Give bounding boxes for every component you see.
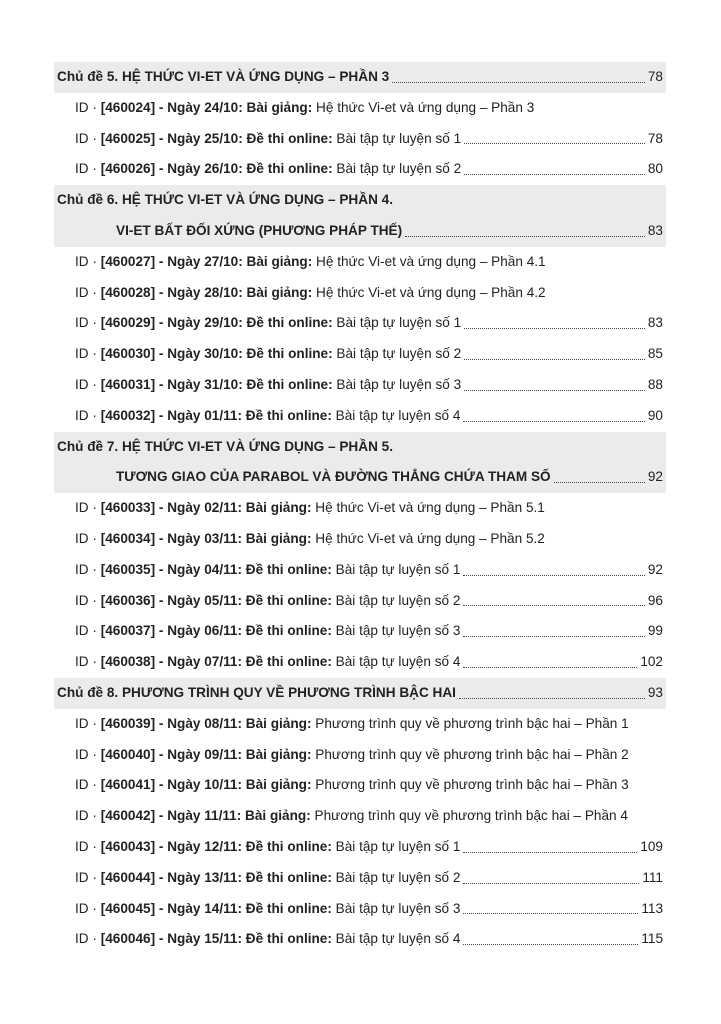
toc-entry bbox=[54, 863, 666, 894]
entry-date: Ngày 05/11: bbox=[167, 592, 243, 608]
page-number: 83 bbox=[647, 222, 663, 238]
toc-entry bbox=[54, 586, 666, 617]
entry-type: Đề thi online: bbox=[245, 838, 332, 854]
dot-leader bbox=[463, 852, 637, 853]
separator: - bbox=[158, 346, 164, 362]
entry-date: Ngày 08/11: bbox=[167, 715, 243, 731]
entry-type: Đề thi online: bbox=[246, 346, 333, 362]
entry-title: Bài tập tự luyện số 4 bbox=[335, 407, 461, 423]
separator: - bbox=[158, 592, 164, 608]
chapter-title: VI-ET BẤT ĐỐI XỨNG (PHƯƠNG PHÁP THẾ) bbox=[116, 222, 403, 238]
page-number: 96 bbox=[647, 592, 663, 608]
entry-id: [460025] bbox=[100, 130, 156, 146]
id-prefix: ID · bbox=[75, 869, 97, 885]
id-prefix: ID · bbox=[75, 315, 97, 331]
entry-type: Đề thi online: bbox=[246, 376, 333, 392]
separator: - bbox=[158, 284, 164, 300]
entry-type: Đề thi online: bbox=[245, 931, 332, 947]
separator: - bbox=[158, 500, 164, 516]
dot-leader bbox=[463, 605, 644, 606]
dot-leader bbox=[464, 143, 645, 144]
id-prefix: ID · bbox=[75, 746, 97, 762]
dot-leader bbox=[464, 359, 645, 360]
page-number: 78 bbox=[647, 69, 663, 84]
entry-date: Ngày 07/11: bbox=[167, 654, 243, 670]
entry-title: Hệ thức Vi-et và ứng dụng – Phần 3 bbox=[316, 99, 535, 115]
toc-entry bbox=[54, 770, 666, 801]
entry-title: Phương trình quy về phương trình bậc hai – Phần 4 bbox=[314, 808, 628, 824]
dot-leader bbox=[405, 236, 645, 237]
entry-date: Ngày 15/11: bbox=[167, 931, 243, 947]
entry-id: [460038] bbox=[100, 654, 156, 670]
page-number: 109 bbox=[640, 838, 663, 854]
entry-date: Ngày 13/11: bbox=[167, 869, 243, 885]
page-number: 102 bbox=[640, 654, 663, 670]
entry-type: Bài giảng: bbox=[246, 284, 313, 300]
id-prefix: ID · bbox=[75, 284, 97, 300]
dot-leader bbox=[463, 913, 638, 914]
id-prefix: ID · bbox=[75, 592, 97, 608]
page-number: 85 bbox=[647, 346, 663, 362]
id-prefix: ID · bbox=[75, 407, 97, 423]
entry-title: Bài tập tự luyện số 3 bbox=[335, 900, 461, 916]
entry-id: [460035] bbox=[100, 561, 156, 577]
toc-chapter-heading bbox=[54, 62, 666, 93]
separator: - bbox=[158, 838, 164, 854]
separator: - bbox=[158, 161, 164, 177]
entry-date: Ngày 31/10: bbox=[167, 376, 243, 392]
toc-entry bbox=[54, 555, 666, 586]
entry-type: Đề thi online: bbox=[246, 161, 333, 177]
page-number: 115 bbox=[641, 931, 663, 947]
entry-id: [460028] bbox=[100, 284, 156, 300]
entry-id: [460041] bbox=[100, 777, 156, 793]
entry-date: Ngày 29/10: bbox=[167, 315, 243, 331]
entry-title: Phương trình quy về phương trình bậc hai – Phần 1 bbox=[315, 715, 629, 731]
entry-date: Ngày 10/11: bbox=[167, 777, 243, 793]
entry-date: Ngày 24/10: bbox=[167, 99, 243, 115]
entry-title: Bài tập tự luyện số 3 bbox=[335, 623, 461, 639]
entry-title: Phương trình quy về phương trình bậc hai – Phần 3 bbox=[315, 777, 629, 793]
entry-title: Bài tập tự luyện số 2 bbox=[336, 161, 462, 177]
id-prefix: ID · bbox=[75, 253, 97, 269]
entry-id: [460024] bbox=[100, 99, 156, 115]
toc-entry bbox=[54, 616, 666, 647]
table-of-contents bbox=[54, 62, 666, 955]
separator: - bbox=[158, 530, 164, 546]
entry-date: Ngày 25/10: bbox=[167, 130, 243, 146]
toc-entry bbox=[54, 370, 666, 401]
entry-id: [460034] bbox=[100, 530, 156, 546]
entry-type: Đề thi online: bbox=[245, 623, 332, 639]
dot-leader bbox=[463, 883, 639, 884]
entry-date: Ngày 14/11: bbox=[167, 900, 243, 916]
id-prefix: ID · bbox=[75, 500, 97, 516]
entry-id: [460045] bbox=[100, 900, 156, 916]
separator: - bbox=[158, 808, 164, 824]
toc-entry bbox=[54, 524, 666, 555]
page-number: 80 bbox=[647, 161, 663, 177]
entry-title: Bài tập tự luyện số 1 bbox=[336, 130, 462, 146]
entry-title: Bài tập tự luyện số 3 bbox=[336, 376, 462, 392]
page-number: 93 bbox=[647, 684, 663, 700]
id-prefix: ID · bbox=[75, 561, 97, 577]
separator: - bbox=[158, 315, 164, 331]
id-prefix: ID · bbox=[75, 900, 97, 916]
toc-entry bbox=[54, 832, 666, 863]
id-prefix: ID · bbox=[75, 623, 97, 639]
toc-entry bbox=[54, 308, 666, 339]
dot-leader bbox=[463, 944, 638, 945]
entry-title: Bài tập tự luyện số 1 bbox=[335, 561, 461, 577]
entry-date: Ngày 30/10: bbox=[167, 346, 243, 362]
page-number: 88 bbox=[647, 376, 663, 392]
page-number: 113 bbox=[641, 900, 663, 916]
entry-id: [460033] bbox=[100, 500, 156, 516]
toc-entry bbox=[54, 247, 666, 278]
dot-leader bbox=[463, 575, 644, 576]
entry-date: Ngày 27/10: bbox=[167, 253, 243, 269]
entry-type: Đề thi online: bbox=[246, 130, 333, 146]
toc-entry bbox=[54, 124, 666, 155]
entry-title: Hệ thức Vi-et và ứng dụng – Phần 4.2 bbox=[316, 284, 546, 300]
entry-date: Ngày 11/11: bbox=[167, 808, 242, 824]
entry-title: Bài tập tự luyện số 1 bbox=[335, 838, 461, 854]
entry-title: Bài tập tự luyện số 1 bbox=[336, 315, 462, 331]
entry-id: [460029] bbox=[100, 315, 156, 331]
toc-chapter-heading bbox=[54, 432, 666, 463]
dot-leader bbox=[463, 667, 637, 668]
toc-chapter-heading bbox=[54, 678, 666, 709]
entry-title: Bài tập tự luyện số 2 bbox=[335, 592, 461, 608]
toc-chapter-subtitle bbox=[54, 216, 666, 247]
entry-type: Đề thi online: bbox=[245, 869, 332, 885]
entry-type: Đề thi online: bbox=[245, 561, 332, 577]
toc-entry bbox=[54, 154, 666, 185]
id-prefix: ID · bbox=[75, 130, 97, 146]
separator: - bbox=[158, 715, 164, 731]
entry-id: [460026] bbox=[100, 161, 156, 177]
dot-leader bbox=[554, 482, 645, 483]
id-prefix: ID · bbox=[75, 777, 97, 793]
entry-id: [460040] bbox=[100, 746, 156, 762]
entry-type: Bài giảng: bbox=[245, 777, 312, 793]
page-number: 111 bbox=[642, 869, 663, 885]
entry-date: Ngày 02/11: bbox=[167, 500, 243, 516]
page-number: 92 bbox=[647, 561, 663, 577]
entry-id: [460032] bbox=[100, 407, 156, 423]
toc-entry bbox=[54, 401, 666, 432]
page-number: 99 bbox=[647, 623, 663, 639]
id-prefix: ID · bbox=[75, 715, 97, 731]
entry-type: Bài giảng: bbox=[245, 530, 312, 546]
chapter-title: TƯƠNG GIAO CỦA PARABOL VÀ ĐƯỜNG THẲNG CHỨA THAM SỐ bbox=[116, 469, 551, 485]
toc-entry bbox=[54, 647, 666, 678]
id-prefix: ID · bbox=[75, 654, 97, 670]
entry-title: Bài tập tự luyện số 2 bbox=[336, 346, 462, 362]
entry-title: Bài tập tự luyện số 4 bbox=[335, 654, 461, 670]
entry-type: Bài giảng: bbox=[245, 500, 312, 516]
toc-entry bbox=[54, 801, 666, 832]
page-number: 92 bbox=[647, 469, 663, 485]
entry-title: Bài tập tự luyện số 2 bbox=[335, 869, 461, 885]
chapter-title: Chủ đề 8. PHƯƠNG TRÌNH QUY VỀ PHƯƠNG TRÌNH BẬC HAI bbox=[57, 684, 456, 700]
separator: - bbox=[158, 99, 164, 115]
dot-leader bbox=[464, 328, 645, 329]
page-number: 90 bbox=[647, 407, 663, 423]
id-prefix: ID · bbox=[75, 161, 97, 177]
separator: - bbox=[158, 130, 164, 146]
entry-type: Bài giảng: bbox=[246, 99, 313, 115]
id-prefix: ID · bbox=[75, 346, 97, 362]
toc-entry bbox=[54, 924, 666, 955]
id-prefix: ID · bbox=[75, 838, 97, 854]
entry-id: [460031] bbox=[100, 376, 156, 392]
entry-id: [460039] bbox=[100, 715, 156, 731]
separator: - bbox=[158, 407, 164, 423]
page-number: 83 bbox=[647, 315, 663, 331]
entry-id: [460044] bbox=[100, 869, 156, 885]
entry-date: Ngày 03/11: bbox=[167, 530, 243, 546]
separator: - bbox=[158, 561, 164, 577]
entry-type: Bài giảng: bbox=[245, 746, 312, 762]
entry-id: [460043] bbox=[100, 838, 156, 854]
entry-date: Ngày 01/11: bbox=[167, 407, 243, 423]
entry-title: Hệ thức Vi-et và ứng dụng – Phần 4.1 bbox=[316, 253, 546, 269]
entry-date: Ngày 12/11: bbox=[167, 838, 243, 854]
toc-entry bbox=[54, 493, 666, 524]
entry-date: Ngày 28/10: bbox=[167, 284, 243, 300]
chapter-title: Chủ đề 5. HỆ THỨC VI-ET VÀ ỨNG DỤNG – PHẦN 3 bbox=[57, 69, 390, 84]
entry-date: Ngày 26/10: bbox=[167, 161, 243, 177]
toc-entry bbox=[54, 278, 666, 309]
entry-id: [460037] bbox=[100, 623, 156, 639]
chapter-title: Chủ đề 6. HỆ THỨC VI-ET VÀ ỨNG DỤNG – PHẦN 4. bbox=[57, 192, 394, 208]
separator: - bbox=[158, 777, 164, 793]
entry-title: Bài tập tự luyện số 4 bbox=[335, 931, 461, 947]
dot-leader bbox=[463, 421, 644, 422]
separator: - bbox=[158, 253, 164, 269]
entry-type: Đề thi online: bbox=[246, 315, 333, 331]
toc-entry bbox=[54, 93, 666, 124]
dot-leader bbox=[459, 698, 645, 699]
entry-type: Bài giảng: bbox=[246, 253, 313, 269]
separator: - bbox=[158, 746, 164, 762]
toc-chapter-heading bbox=[54, 185, 666, 216]
separator: - bbox=[158, 869, 164, 885]
entry-type: Đề thi online: bbox=[245, 592, 332, 608]
separator: - bbox=[158, 623, 164, 639]
entry-date: Ngày 09/11: bbox=[167, 746, 243, 762]
entry-type: Bài giảng: bbox=[245, 715, 312, 731]
toc-entry bbox=[54, 709, 666, 740]
entry-type: Bài giảng: bbox=[245, 808, 311, 824]
id-prefix: ID · bbox=[75, 808, 97, 824]
toc-chapter-subtitle bbox=[54, 462, 666, 493]
dot-leader bbox=[463, 636, 644, 637]
entry-date: Ngày 06/11: bbox=[167, 623, 243, 639]
toc-entry bbox=[54, 894, 666, 925]
id-prefix: ID · bbox=[75, 530, 97, 546]
entry-title: Hệ thức Vi-et và ứng dụng – Phần 5.2 bbox=[315, 530, 545, 546]
toc-entry bbox=[54, 339, 666, 370]
page-number: 78 bbox=[647, 130, 663, 146]
dot-leader bbox=[464, 390, 645, 391]
entry-title: Phương trình quy về phương trình bậc hai – Phần 2 bbox=[315, 746, 629, 762]
entry-id: [460046] bbox=[100, 931, 156, 947]
entry-title: Hệ thức Vi-et và ứng dụng – Phần 5.1 bbox=[315, 500, 545, 516]
separator: - bbox=[158, 654, 164, 670]
separator: - bbox=[158, 931, 164, 947]
entry-id: [460042] bbox=[100, 808, 156, 824]
separator: - bbox=[158, 376, 164, 392]
id-prefix: ID · bbox=[75, 99, 97, 115]
id-prefix: ID · bbox=[75, 931, 97, 947]
entry-id: [460027] bbox=[100, 253, 156, 269]
entry-type: Đề thi online: bbox=[245, 407, 332, 423]
toc-entry bbox=[54, 740, 666, 771]
id-prefix: ID · bbox=[75, 376, 97, 392]
entry-id: [460036] bbox=[100, 592, 156, 608]
chapter-title: Chủ đề 7. HỆ THỨC VI-ET VÀ ỨNG DỤNG – PHẦN 5. bbox=[57, 438, 394, 454]
entry-date: Ngày 04/11: bbox=[167, 561, 243, 577]
dot-leader bbox=[392, 82, 645, 83]
dot-leader bbox=[464, 174, 645, 175]
separator: - bbox=[158, 900, 164, 916]
entry-type: Đề thi online: bbox=[245, 654, 332, 670]
entry-type: Đề thi online: bbox=[245, 900, 332, 916]
entry-id: [460030] bbox=[100, 346, 156, 362]
